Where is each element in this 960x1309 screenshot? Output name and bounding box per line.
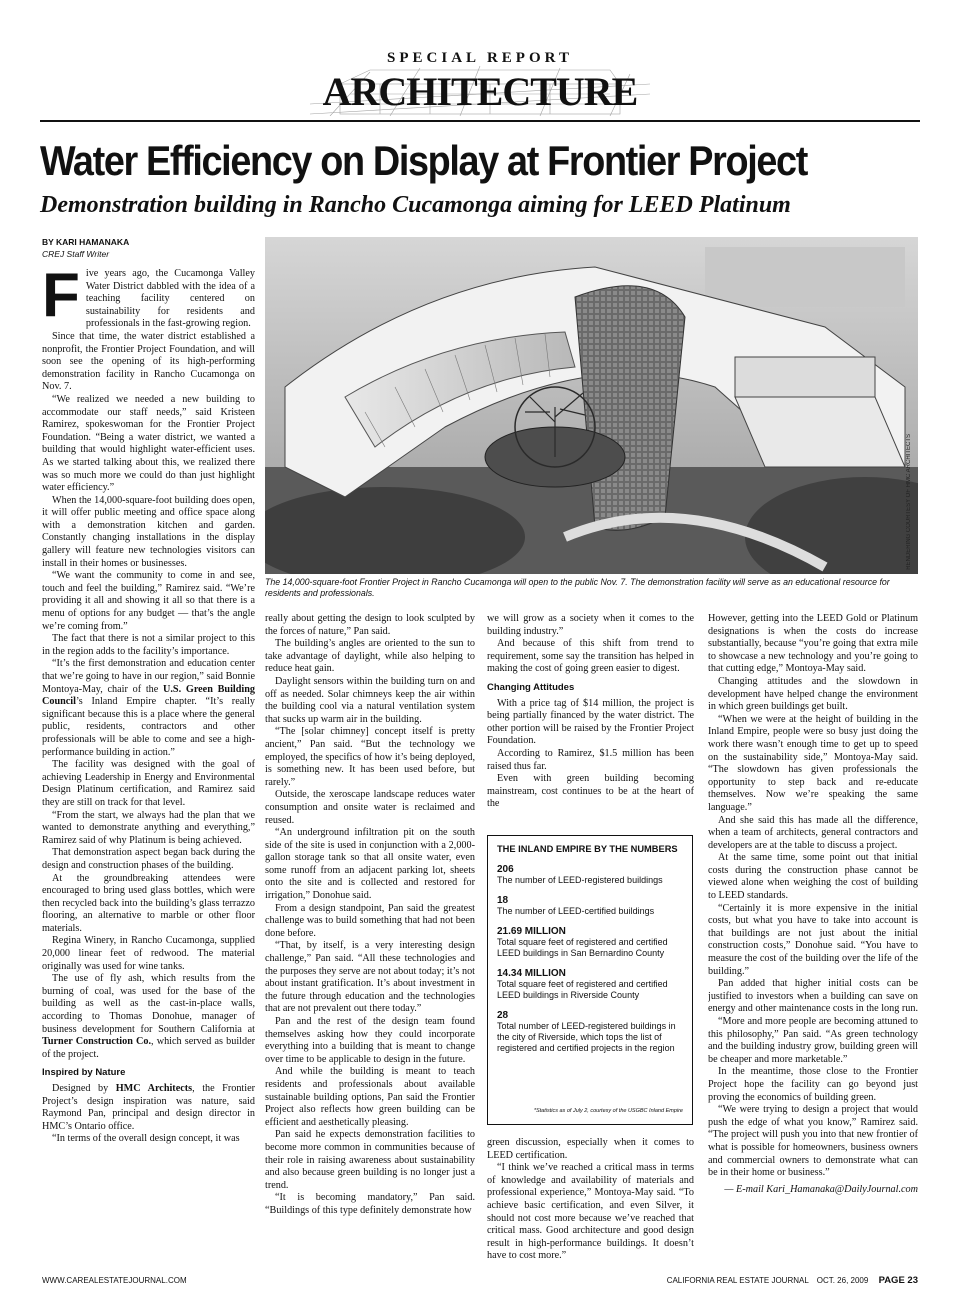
paragraph: The building’s angles are oriented to the sun to take advantage of daylight, while also helping to reduce heat gain. [265,638,475,675]
stat-item [497,895,683,917]
stat-description: The number of LEED-registered buildings [497,875,663,885]
article-column-1 [42,268,255,1288]
paragraph-text: , which served as builder of the project. [42,1036,255,1060]
building-rendering-illustration [265,237,918,574]
stat-number: 18 [497,895,509,906]
article-column-3-top [487,613,694,837]
section-label: SPECIAL REPORT [387,50,573,66]
paragraph: “When we were at the height of building in the Inland Empire, people were so busy just doing the work there wasn’t enough time to get up to speed on the sustainability side,” Montoya-May said. “The slowdown has given professionals the opportunity to step back and re-educate themselves. Now we’re speaking the same language.” [708,713,918,813]
subheading: Changing Attitudes [487,681,575,693]
paragraph: At the same time, some point out that initial costs during the construction phase cannot be viewed alone when weighing the cost of building to LEED standards. [708,852,918,902]
stat-number: 28 [497,1010,509,1021]
photo-credit: RENDERING COURTESY OF HMC ARCHITECTS [906,434,912,570]
paragraph: At the groundbreaking attendees were encouraged to bring used glass bottles, which were then recycled back into the building’s glass terrazzo flooring, an alternative to marble or other floor materials. [42,872,255,934]
stat-description: Total number of LEED-registered buildings in the city of Riverside, which tops the list of registered and certified projects in the region [497,1021,676,1053]
subhead: Demonstration building in Rancho Cucamonga aiming for LEED Platinum [40,192,791,218]
paragraph: And because of this shift from trend to requirement, some say the transition has helped in making the cost of going green easier to digest. [487,638,694,675]
organization-name: Turner Construction Co. [42,1036,152,1048]
article-column-4 [708,613,918,1273]
stat-description: The number of LEED-certified buildings [497,906,655,916]
footer-date: OCT. 26, 2009 [816,1276,869,1285]
sidebar-title: THE INLAND EMPIRE BY THE NUMBERS [497,844,678,854]
paragraph-text: , the Frontier Project’s design inspiration was nature, said Raymond Pan, principal and design director in HMC’s Ontario office. [42,1083,255,1132]
paragraph: “In terms of the overall design concept, it was [52,1133,240,1145]
author-role: CREJ Staff Writer [42,249,110,259]
subheading: Inspired by Nature [42,1067,126,1079]
paragraph: And while the building is meant to teach residents and professionals about available sustainable building options, Pan said the Frontier Project also reflects how green building can be efficient and aesthetically pleasing. [265,1066,475,1128]
paragraph-text: Designed by [52,1083,116,1094]
paragraph: Daylight sensors within the building turn on and off as needed. Solar chimneys keep the air within the building cool via a natural ventilation system that sucks up warm air in the building. [265,675,475,725]
paragraph: Since that time, the water district established a nonprofit, the Frontier Project Foundation, and will soon see the opening of its high-performing demonstration facility in Rancho Cucamonga on Nov. 7. [42,330,255,393]
sidebar-source-note: *Statistics as of July 2, courtesy of the USGBC Inland Empire [533,1108,683,1114]
section-rule [40,120,920,122]
paragraph: “That, by itself, is a very interesting design challenge,” Pan said. “All these technologies and the purposes they serve are not about today; it’s not about instant gratification. It’s about investment in the future through education and the technologies that are not prevalent out there today.” [265,940,475,1015]
paragraph: really about getting the design to look sculpted by the forces of nature,” Pan said. [265,613,475,637]
photo-caption: The 14,000-square-foot Frontier Project in Rancho Cucamonga will open to the public Nov. 7. The demonstration facility will serve as an educational resource for residents and professionals. [265,577,890,598]
paragraph-text: ’s Inland Empire chapter. “It’s really significant because this is a place where the general public, residents, contractors and other professionals will be able to come and see a high-performance building in action.” [42,696,255,758]
paragraph: The facility was designed with the goal of achieving Leadership in Energy and Environmental Design Platinum certification, and Ramirez said they are still on track for that level. [42,759,255,808]
paragraph: When the 14,000-square-foot building does open, it will offer public meeting and office space along with a demonstration kitchen and garden. Constantly changing installations in the display gallery will feature new technologies visitors can install in their homes or businesses. [42,494,255,569]
paragraph: “More and more people are becoming attuned to this philosophy,” Pan said. “As green technology and the building industry grow, building green will be cheaper and more marketable.” [708,1016,918,1065]
byline: BY KARI HAMANAKA [42,237,130,247]
paragraph: Pan said he expects demonstration facilities to become more common in communities because of their role in raising awareness about sustainability and also because green building is no longer just a trend. [265,1129,475,1191]
paragraph: “The [solar chimney] concept itself is pretty ancient,” Pan said. “But the technology we employed, the specifics of how it’s being deployed, is something new. It has been used before, but rarely.” [265,726,475,788]
paragraph-text: The use of fly ash, which results from the burning of coal, was used for the base of the building as well as the cast-in-place walls, according to Thomas Donohue, manager of business development for Southern California at [42,973,255,1035]
article-column-3-bottom [487,1137,694,1275]
paragraph: The fact that there is not a similar project to this in the region adds to the facility’s importance. [42,633,255,657]
stat-item [497,926,683,959]
footer-publication-info [667,1275,918,1286]
footer-website: WWW.CAREALESTATEJOURNAL.COM [42,1276,187,1285]
paragraph [42,973,255,1061]
section-header [0,40,960,115]
stat-item [497,968,683,1001]
paragraph: However, getting into the LEED Gold or Platinum designations is when the costs do increase substantially, because “you’re going that extra mile to showcase a new technology and you’re going to that cutting edge,” Montoya-May said. [708,613,918,675]
stat-number: 14.34 MILLION [497,968,566,979]
paragraph: And she said this has made all the difference, when a team of architects, general contractors and developers are at the table to discuss a project. [708,814,918,851]
paragraph: “I think we’ve reached a critical mass in terms of knowledge and availability of materials and professional experience,” Montoya-May said. “To achieve basic certification, and even Silver, it should not cost more because we’ve reached that critical mass. Good architecture and good design result in high-performance buildings. It doesn’t have to cost more.” [487,1162,694,1262]
paragraph: “From the start, we always had the plan that we wanted to demonstrate anything and everything,” Ramirez said of why Platinum is being achieved. [42,809,255,846]
stat-description: Total square feet of registered and certified LEED buildings in San Bernardino County [497,937,668,958]
paragraph: we will grow as a society when it comes to the building industry.” [487,613,694,637]
paragraph-text: ive years ago, the Cucamonga Valley Water District dabbled with the idea of a teaching facility centered on sustainability for residents and professionals in the fast-growing region. [85,268,255,330]
paragraph: Regina Winery, in Rancho Cucamonga, supplied 20,000 linear feet of redwood. The material originally was used for wine tanks. [42,935,255,972]
paragraph: With a price tag of $14 million, the project is being partially financed by the water district. The other portion will be raised by the Frontier Project Foundation. [487,697,694,747]
paragraph: Pan and the rest of the design team found themselves asking how they could incorporate everything into a building that is meant to change over time to be applicable to design in the future. [265,1016,475,1065]
paragraph: According to Ramirez, $1.5 million has been raised thus far. [487,747,694,772]
footer-publication: CALIFORNIA REAL ESTATE JOURNAL [666,1276,809,1285]
paragraph: Pan added that higher initial costs can be justified to investors when a building can save on energy and other maintenance costs in the long run. [708,978,918,1015]
stats-sidebar [487,835,693,1125]
paragraph: In the meantime, those close to the Frontier Project hope the facility can go beyond just proving the economics of building green. [708,1066,918,1103]
organization-name: U.S. Green Building Council [42,683,255,708]
stat-number: 206 [497,864,514,875]
paragraph-text: “It’s the first demonstration and education center that we’re going to have in our region,” said Bonnie Montoya-May, chair of the [42,658,255,695]
paragraph: Outside, the xeroscape landscape reduces water consumption and onsite water is reclaimed and reused. [265,789,475,826]
stat-item [497,864,683,886]
drop-cap: F [42,268,80,330]
article-column-2 [265,613,475,1273]
footer-page-number: PAGE 23 [878,1275,918,1286]
paragraph: Changing attitudes and the slowdown in development have helped change the environment in which green buildings get built. [708,675,918,713]
paragraph: That demonstration aspect began back during the design and construction phases of the building. [42,847,255,871]
paragraph: “We realized we needed a new building to accommodate our staff needs,” said Kristeen Ramirez, spokeswoman for the Frontier Project Foundation. “Being a water district, we wanted a building that would highlight water-efficient uses. As we started talking about this, we realized there was so much more we could do than just highlight water efficiency.” [42,393,255,494]
stat-item [497,1010,683,1054]
paragraph: From a design standpoint, Pan said the greatest challenge was to build something that had not been done before. [265,902,475,939]
lead-paragraph [42,268,255,331]
paragraph [42,1083,255,1133]
headline: Water Efficiency on Display at Frontier Project [40,137,807,184]
page-footer [42,1276,918,1290]
paragraph: Even with green building becoming mainstream, cost continues to be at the heart of the [487,773,694,810]
paragraph: green discussion, especially when it comes to LEED certification. [487,1137,694,1161]
stat-number: 21.69 MILLION [497,926,566,937]
organization-name: HMC Architects [115,1083,193,1094]
stat-description: Total square feet of registered and certified LEED buildings in Riverside County [497,979,668,1000]
section-title: ARCHITECTURE [322,69,638,114]
paragraph: “We want the community to come in and see, touch and feel the building,” Ramirez said. “We’re providing it all and showing it all so that there is a menu of options for any budget — that’s the angle we’re coming from.” [42,570,255,632]
author-email-signoff: — E-mail Kari_Hamanaka@DailyJournal.com [724,1183,918,1195]
paragraph: “Certainly it is more expensive in the initial costs, but what you have to take into account is that buildings are not just about the initial construction costs,” Donohue said. “You have to measure the cost of the building over the life of the building.” [708,902,918,977]
building-rendering [265,237,918,574]
paragraph: “An underground infiltration pit on the south side of the site is used in conjunction with a 2,000-gallon storage tank so that all onsite water, even some runoff from an adjacent parking lot, sheets onto the site and is collected and restored for irrigation,” Donohue said. [265,827,475,902]
paragraph: “We were trying to design a project that would push the edge of what you know,” Ramirez said. “The project will push you into that new frontier of what is possible for homeowners, business owners and commercial owners to demonstrate what can be in their home or business.” [708,1104,918,1179]
paragraph: “It is becoming mandatory,” Pan said. “Buildings of this type definitely demonstrate how [265,1192,475,1216]
paragraph [42,658,255,759]
